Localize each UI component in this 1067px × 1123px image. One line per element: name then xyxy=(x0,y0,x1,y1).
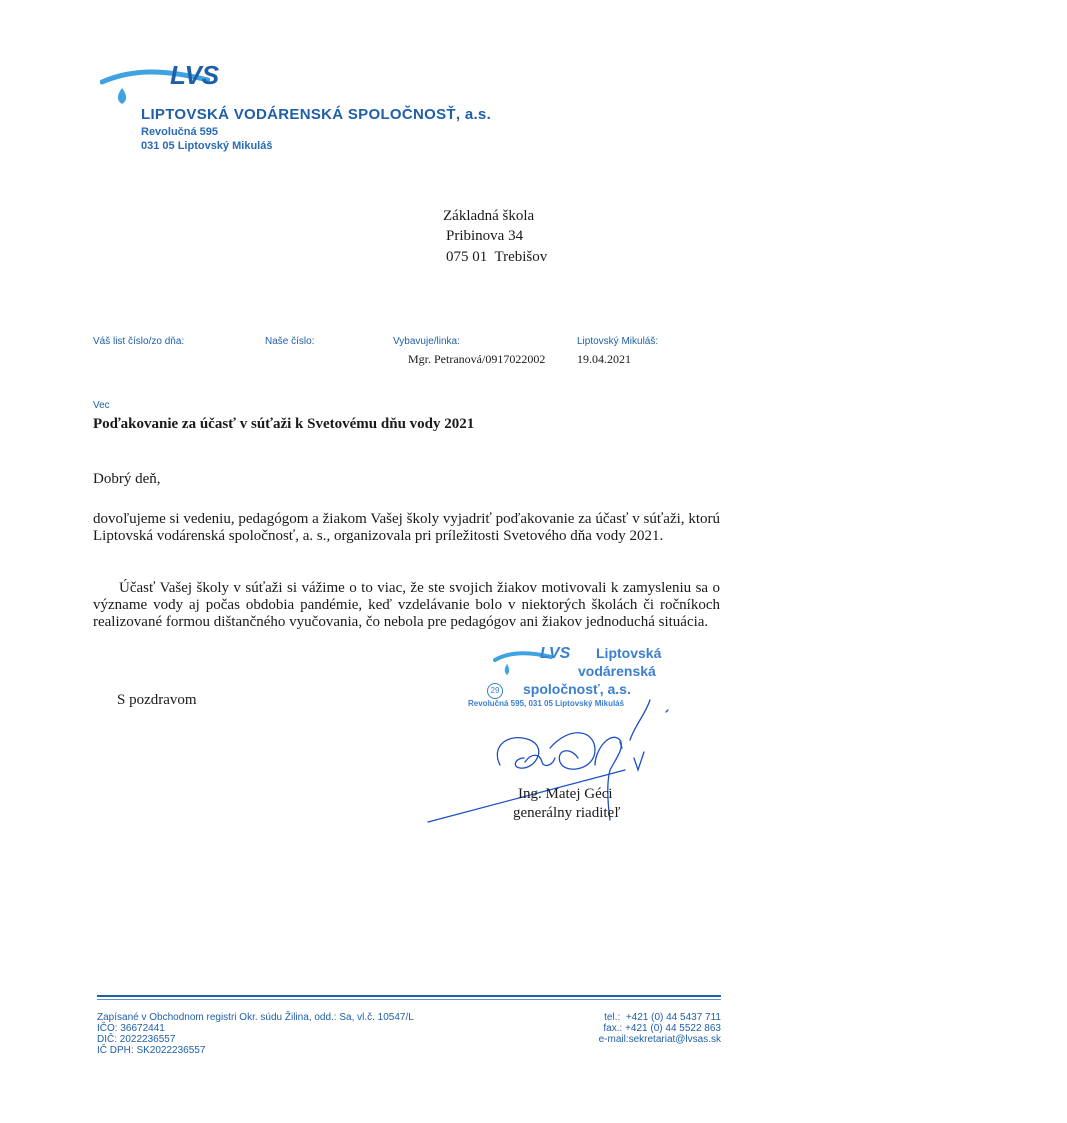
footer-dic: DIČ: 2022236557 xyxy=(97,1034,176,1045)
footer-fax: fax.: +421 (0) 44 5522 863 xyxy=(603,1023,721,1034)
company-name: LIPTOVSKÁ VODÁRENSKÁ SPOLOČNOSŤ, a.s. xyxy=(141,106,492,123)
footer-tel: tel.: +421 (0) 44 5437 711 xyxy=(604,1012,721,1023)
company-address-line2: 031 05 Liptovský Mikuláš xyxy=(141,140,273,152)
footer-registry: Zapísané v Obchodnom registri Okr. súdu Žilina, odd.: Sa, vl.č. 10547/L xyxy=(97,1012,414,1023)
subject-text: Poďakovanie za účasť v súťaži k Svetovému dňu vody 2021 xyxy=(93,416,475,432)
closing: S pozdravom xyxy=(117,692,197,708)
letter-date: 19.04.2021 xyxy=(577,352,631,366)
paragraph-2: Účasť Vašej školy v súťaži si vážime o to viac, že ste svojich žiakov motivovali k zamysleniu sa o význame vody aj počas obdobia pandémie, keď vzdelávanie bolo v niektorých školách či ročníkoch realizované formou dištančného vyučovania, čo nebola pre pedagógov ani žiakov jednoduchá situácia. xyxy=(93,580,720,630)
our-number-label: Naše číslo: xyxy=(265,336,315,347)
your-letter-label: Váš list číslo/zo dňa: xyxy=(93,336,185,347)
stamp-number-badge: 29 xyxy=(487,683,503,699)
stamp-line3: spoločnosť, a.s. xyxy=(523,681,631,697)
signatory-name: Ing. Matej Géci xyxy=(518,786,613,802)
stamp-logo-text: LVS xyxy=(540,645,571,662)
stamp-line1: Liptovská xyxy=(596,645,662,661)
footer-email: e-mail:sekretariat@lvsas.sk xyxy=(598,1034,721,1045)
footer-ic-dph: IČ DPH: SK2022236557 xyxy=(97,1045,206,1056)
recipient-line2: Pribinova 34 xyxy=(446,228,524,244)
recipient-line3: 075 01 Trebišov xyxy=(446,249,548,265)
footer-divider-bottom xyxy=(97,999,721,1000)
paragraph-1: dovoľujeme si vedeniu, pedagógom a žiakom Vašej školy vyjadriť poďakovanie za účasť v súťaži, ktorú Liptovská vodárenská spoločnosť, a. s., organizovala pri príležitosti Svetového dňa vody 2021. xyxy=(93,511,720,544)
handled-by-value: Mgr. Petranová/0917022002 xyxy=(408,352,546,366)
logo-text: LVS xyxy=(170,60,220,90)
greeting: Dobrý deň, xyxy=(93,471,161,487)
subject-label: Vec xyxy=(93,400,110,411)
handled-by-label: Vybavuje/linka: xyxy=(393,336,460,347)
signatory-title: generálny riaditeľ xyxy=(513,805,621,821)
company-address-line1: Revolučná 595 xyxy=(141,126,219,138)
stamp-line2: vodárenská xyxy=(578,663,656,679)
footer-ico: IČO: 36672441 xyxy=(97,1023,165,1034)
place-label: Liptovský Mikuláš: xyxy=(577,336,659,347)
recipient-line1: Základná škola xyxy=(443,208,535,224)
footer-divider-top xyxy=(97,995,721,997)
stamp-address: Revolučná 595, 031 05 Liptovský Mikuláš xyxy=(468,699,625,708)
